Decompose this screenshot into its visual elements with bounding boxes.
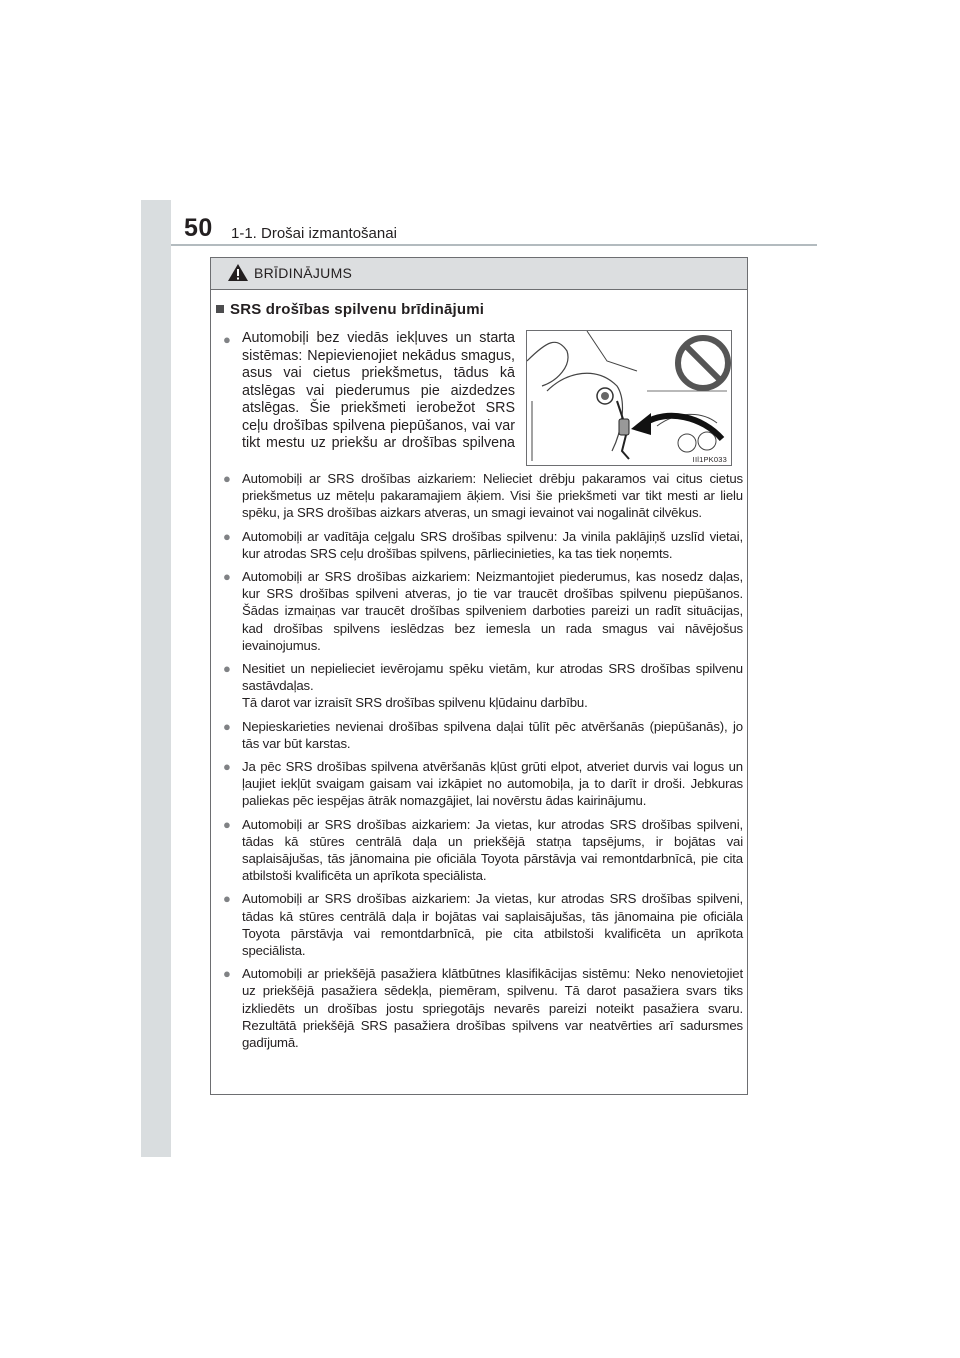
bullet-icon: ●	[223, 718, 231, 734]
warning-item	[223, 528, 743, 562]
bullet-icon: ●	[223, 891, 231, 907]
subheading-text: SRS drošības spilvenu brīdinājumi	[230, 301, 485, 318]
warning-subheading	[216, 301, 484, 318]
warning-item	[223, 718, 743, 752]
warning-item	[223, 758, 743, 810]
warning-item	[223, 470, 743, 522]
warning-title: BRĪDINĀJUMS	[254, 265, 353, 281]
warning-item	[223, 890, 743, 959]
figure-code: IIl1PK033	[692, 455, 727, 464]
section-title: 1-1. Drošai izmantošanai	[231, 225, 397, 242]
warning-box	[210, 257, 748, 1095]
bullet-icon: ●	[223, 332, 231, 347]
warning-item	[223, 568, 743, 654]
bullet-icon: ●	[223, 471, 231, 486]
ignition-key-illustration	[526, 330, 732, 466]
page-number: 50	[184, 214, 213, 242]
warning-header	[211, 258, 747, 290]
header-rule	[171, 244, 817, 246]
bullet-icon: ●	[223, 816, 231, 832]
bullet-icon: ●	[223, 528, 231, 544]
warning-triangle-icon	[227, 263, 249, 282]
warning-item-text: Automobiļi ar SRS drošības aizkariem: Ja vietas, kur atrodas SRS drošības spilveni, tādas kā stūres centrālā daļa un priekšējā statņa tapsējums, ir bojātas vai saplaisājušas, tās jānomaina pie oficiāla Toyota pārstāvja vai remontdarbnīcā, pie cita atbilstoši kvalificēta un aprīkota speciālista.	[242, 816, 743, 884]
bullet-icon: ●	[223, 966, 231, 982]
warning-item-text: Automobiļi ar vadītāja ceļgalu SRS drošības spilvenu: Ja vinila paklājiņš uzslīd vietai, kur atrodas SRS ceļu drošības spilvens, pārliecinieties, ka tas tiek noņemts.	[242, 528, 743, 561]
bullet-icon: ●	[223, 661, 231, 677]
warning-item	[223, 816, 743, 885]
first-warning-text: Automobiļi bez viedās iekļuves un starta sistēmas: Nepievienojiet nekādus smagus, asus vai cietus priekšmetus, tādus kā atslēgas vai piederumus pie aizdedzes atslēgas. Šie priekšmeti ierobežot SRS ceļu drošības spilvena piepūšanos, vai var tikt mestu uz priekšu ar drošības spilvena	[242, 330, 515, 451]
warning-item-text: Automobiļi ar SRS drošības aizkariem: Neizmantojiet piederumus, kas nosedz daļas, kur SRS drošības spilveni atveras, jo tie var traucēt drošības spilvenu piepūšanos. Šādas izmaiņas var traucēt drošības spilveniem darboties pareizi un radīt situācijas, kad drošības spilvens ieslēdzas bez iemesla un rada smagus vai nāvējošus ievainojumus.	[242, 569, 743, 653]
warning-item-text: Ja pēc SRS drošības spilvena atvēršanās kļūst grūti elpot, atveriet durvis vai logus un ļaujiet iekļūt svaigam gaisam vai izkāpiet no automobiļa, ja to darīt ir droši. Jebkuras paliekas pēc iespējas ātrāk nomazgājiet, lai novērstu ādas kairinājumu.	[242, 759, 743, 809]
bullet-icon: ●	[223, 569, 231, 585]
warning-item	[223, 660, 743, 712]
warning-items-list	[223, 470, 743, 1057]
warning-item-text: Automobiļi ar SRS drošības aizkariem: Ja vietas, kur atrodas SRS drošības spilveni, tādas kā stūres centrālā daļa ir bojātas vai saplaisājušas, tās jānomaina pie oficiāla Toyota pārstāvja vai remontdarbnīcā, pie cita atbilstoši kvalificēta un aprīkota speciālista.	[242, 891, 743, 959]
square-bullet-icon	[216, 305, 224, 313]
bullet-icon: ●	[223, 759, 231, 775]
first-warning-item	[223, 330, 515, 466]
warning-item	[223, 965, 743, 1051]
ignition-key-drawing	[527, 331, 732, 466]
warning-item-text: Nesitiet un nepielieciet ievērojamu spēku vietām, kur atrodas SRS drošības spilvenu sastāvdaļas. Tā darot var izraisīt SRS drošības spilvenu kļūdainu darbību.	[242, 661, 743, 711]
side-tab-strip	[141, 200, 171, 1157]
warning-item-text: Automobiļi ar SRS drošības aizkariem: Nelieciet drēbju pakaramos vai citus cietus priekšmetus uz mēteļu pakaramajiem āķiem. Visi šie priekšmeti var tikt mesti ar lielu spēku, ja SRS drošības aizkars atveras, un smagi ievainot vai nogalināt cilvēkus.	[242, 471, 743, 521]
warning-item-text: Nepieskarieties nevienai drošības spilvena daļai tūlīt pēc atvēršanās (piepūšanās), jo tās var būt karstas.	[242, 718, 743, 751]
warning-item-text: Automobiļi ar priekšējā pasažiera klātbūtnes klasifikācijas sistēmu: Neko nenovietojiet uz priekšējā pasažiera sēdekļa, piemēram, spilvenu. Tā darot pasažiera svars tiks izkliedēts un drošības jostu spriegotājs nevarēs pareizi noteikt pasažiera svaru. Rezultātā priekšējā SRS pasažiera drošības spilvens var neatvērties arī sadursmes gadījumā.	[242, 966, 743, 1051]
